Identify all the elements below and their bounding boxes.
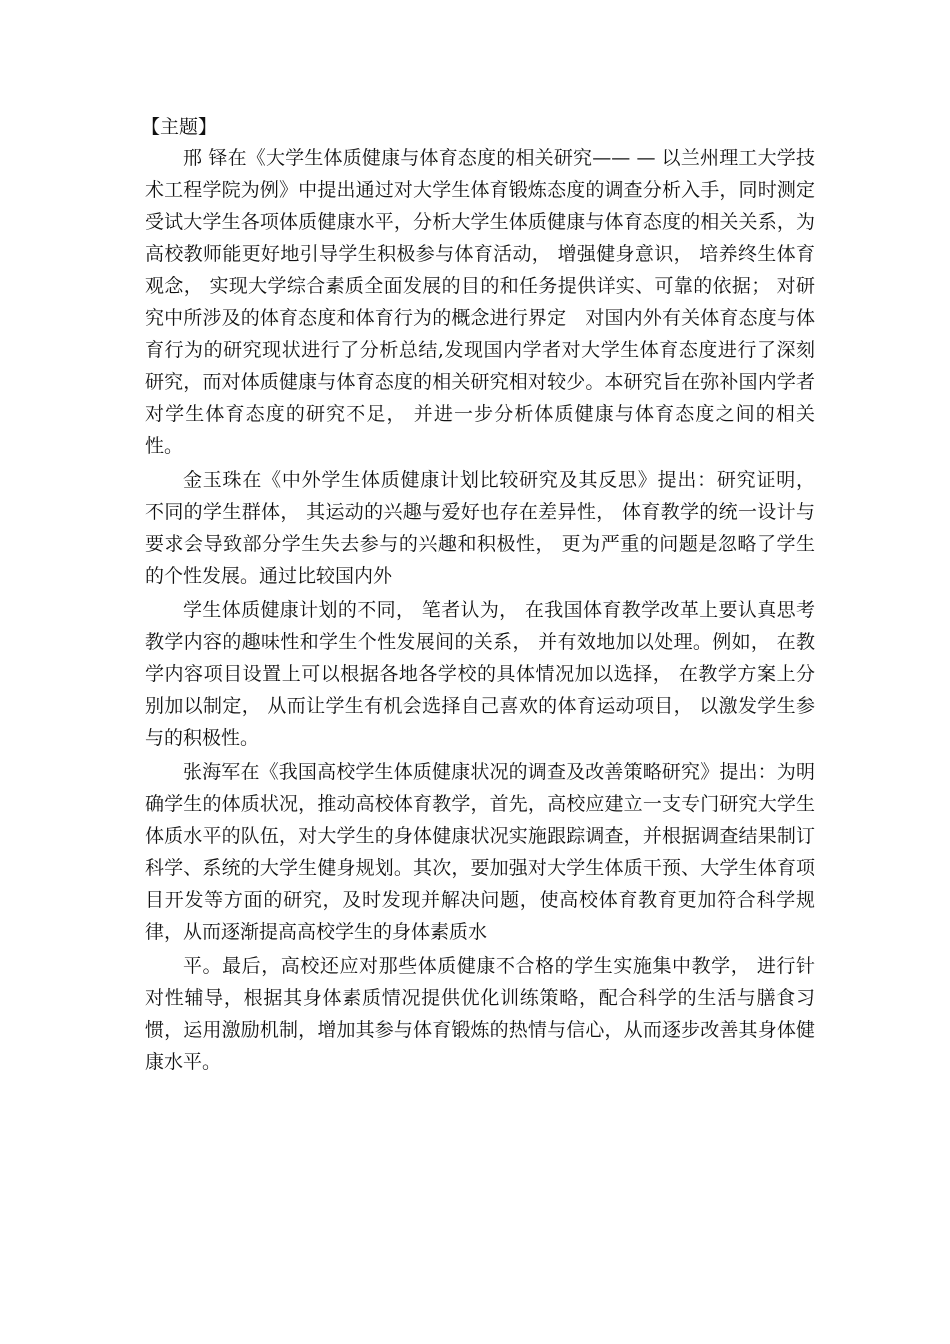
section-title: 【主题】 — [141, 116, 218, 138]
paragraph-zhang-haijun-study: 张海军在《我国高校学生体质健康状况的调查及改善策略研究》提出：为明确学生的体质状况，推动高校体育教学，首先，高校应建立一支专门研究大学生体质水平的队伍，对大学生的身体健康状况实施跟踪调查，并根据调查结果制订科学、系统的大学生健身规划。其次，要加强对大学生体质干预、大学生体育项目开发等方面的研究，及时发现并解决问题，使高校体育教育更加符合科学规律，从而逐渐提高高校学生的身体素质水 — [145, 761, 815, 943]
document-page — [141, 112, 815, 1078]
paragraph-improvement-measures: 平。最后，高校还应对那些体质健康不合格的学生实施集中教学， 进行针对性辅导，根据其身体素质情况提供优化训练策略，配合科学的生活与膳食习惯，运用激励机制，增加其参与体育锻炼的热情与信心，从而逐步改善其身体健康水平。 — [145, 955, 815, 1073]
paragraph-fitness-plan-comparison: 学生体质健康计划的不同， 笔者认为， 在我国体育教学改革上要认真思考教学内容的趣味性和学生个性发展间的关系， 并有效地加以处理。例如， 在教学内容项目设置上可以根据各地各学校的具体情况加以选择， 在教学方案上分别加以制定， 从而让学生有机会选择自己喜欢的体育运动项目， 以激发学生参与的积极性。 — [145, 599, 815, 749]
paragraph-jin-yuzhu-study: 金玉珠在《中外学生体质健康计划比较研究及其反思》提出：研究证明， 不同的学生群体， 其运动的兴趣与爱好也存在差异性， 体育教学的统一设计与要求会导致部分学生失去参与的兴趣和积极性， 更为严重的问题是忽略了学生的个性发展。通过比较国内外 — [145, 469, 815, 587]
paragraph-xing-duo-study: 邢 铎在《大学生体质健康与体育态度的相关研究—— — 以兰州理工大学技术工程学院为例》中提出通过对大学生体育锻炼态度的调查分析入手，同时测定受试大学生各项体质健康水平，分析大学生体质健康与体育态度的相关关系，为高校教师能更好地引导学生积极参与体育活动， 增强健身意识， 培养终生体育观念， 实现大学综合素质全面发展的目的和任务提供详实、可靠的依据； 对研究中所涉及的体育态度和体育行为的概念进行界定 对国内外有关体育态度与体育行为的研究现状进行了分析总结,发现国内学者对大学生体育态度进行了深刻研究，而对体质健康与体育态度的相关研究相对较少。本研究旨在弥补国内学者对学生体育态度的研究不足， 并进一步分析体质健康与体育态度之间的相关性。 — [145, 147, 815, 457]
